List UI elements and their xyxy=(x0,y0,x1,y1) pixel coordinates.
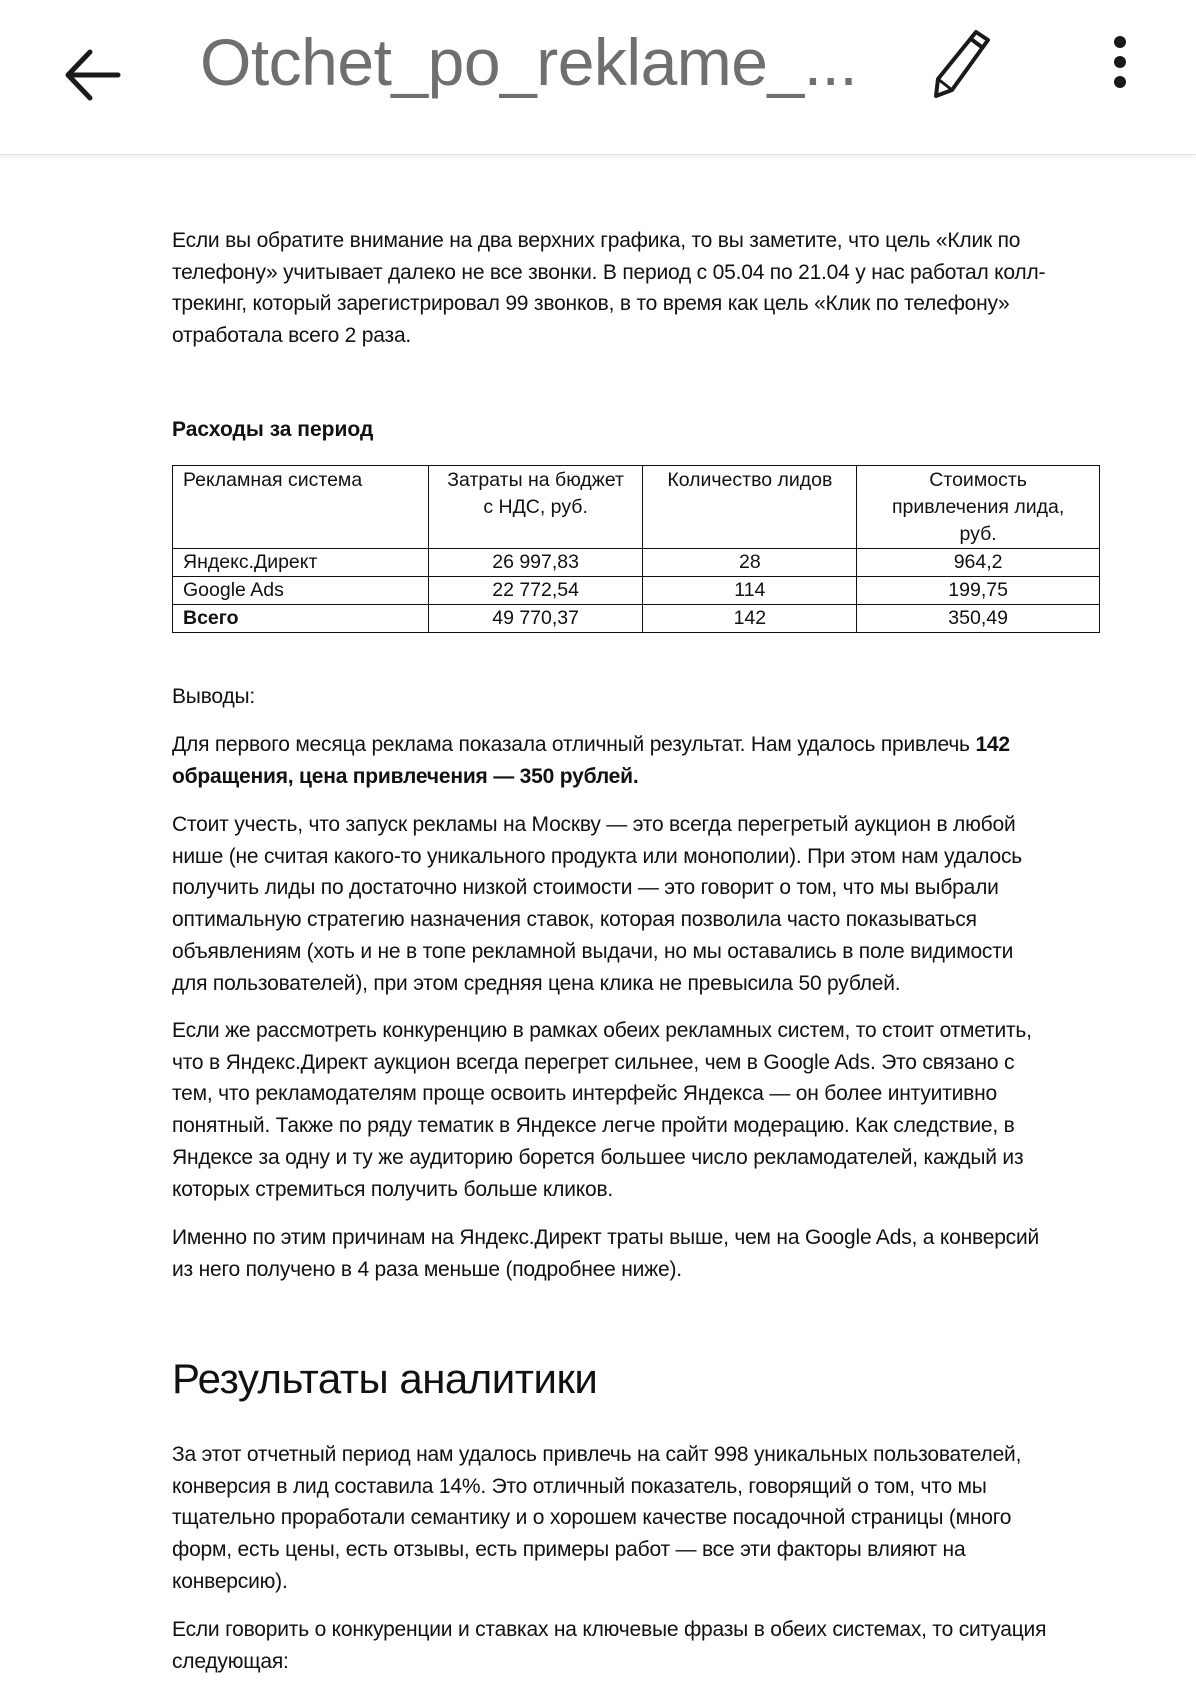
text-line: форм, есть цены, есть отзывы, есть примеры работ — все эти факторы влияют на xyxy=(172,1538,966,1562)
text-line: из него получено в 4 раза меньше (подробнее ниже). xyxy=(172,1257,682,1281)
header-line: Количество лидов xyxy=(667,469,833,491)
text-line: нише (не считая какого-то уникального продукта или монополии). При этом нам удалось xyxy=(172,844,1022,868)
text-line: тем, что рекламодателям проще освоить интерфейс Яндекса — он более интуитивно xyxy=(172,1082,997,1106)
text-line: следующая: xyxy=(172,1649,289,1673)
cell-leads: 28 xyxy=(643,549,857,577)
text-line: Стоит учесть, что запуск рекламы на Москву — это всегда перегретый аукцион в любой xyxy=(172,813,1016,836)
cell-leads: 142 xyxy=(643,605,857,633)
text-line: тщательно проработали семантику и о хорошем качестве посадочной страницы (много xyxy=(172,1506,1012,1530)
conclusion-paragraph-2 xyxy=(172,809,1102,999)
text-line: оптимальную стратегию назначения ставок, которая позволила часто показываться xyxy=(172,908,977,932)
arrow-left-icon xyxy=(62,42,128,108)
edit-button[interactable] xyxy=(924,26,996,98)
table-row xyxy=(173,577,1100,605)
header-line: руб. xyxy=(959,523,997,545)
text-line: получить лиды по достаточно низкой стоимости — это говорит о том, что мы выбрали xyxy=(172,876,999,900)
text-line: объявлениям (хоть и не в топе рекламной выдачи, но мы оставались в поле видимости xyxy=(172,939,1014,963)
header-budget xyxy=(428,466,643,549)
analytics-paragraph xyxy=(172,1439,1102,1598)
table-total-row xyxy=(173,605,1100,633)
cell-system: Google Ads xyxy=(173,577,429,605)
text-line: которых стремиться получить больше кликов. xyxy=(172,1177,614,1201)
text-line: Яндексе за одну и ту же аудиторию борется большее число рекламодателей, каждый из xyxy=(172,1145,1024,1169)
cell-system: Всего xyxy=(173,605,429,633)
more-vertical-icon xyxy=(1104,30,1136,94)
expenses-table xyxy=(172,465,1100,633)
table-header-row xyxy=(173,466,1100,549)
header-line: с НДС, руб. xyxy=(483,496,588,518)
pencil-icon xyxy=(924,26,996,98)
text-line: телефону» учитывает далеко не все звонки. В период с 05.04 по 21.04 у нас работал колл- xyxy=(172,260,1046,284)
back-button[interactable] xyxy=(62,42,128,108)
conclusion-paragraph-4 xyxy=(172,1222,1102,1285)
text-line: Если говорить о конкуренции и ставках на ключевые фразы в обеих системах, то ситуация xyxy=(172,1618,1047,1641)
competition-paragraph xyxy=(172,1614,1102,1677)
cell-budget: 22 772,54 xyxy=(428,577,643,605)
text-line: конверсию). xyxy=(172,1569,288,1593)
document-title: Otchet_po_reklame_... xyxy=(200,25,858,99)
text-bold-line: обращения, цена привлечения — 350 рублей. xyxy=(172,764,639,788)
cell-leads: 114 xyxy=(643,577,857,605)
cell-cost: 350,49 xyxy=(857,605,1100,633)
text-line: отработала всего 2 раза. xyxy=(172,324,412,348)
text-line xyxy=(172,729,1102,761)
analytics-heading: Результаты аналитики xyxy=(172,1355,598,1402)
header-line: Рекламная система xyxy=(183,469,363,491)
cell-cost: 199,75 xyxy=(857,577,1100,605)
text-line: понятный. Также по ряду тематик в Яндексе легче пройти модерацию. Как следствие, в xyxy=(172,1114,1015,1138)
text-line: конверсия в лид составила 14%. Это отличный показатель, говорящий о том, что мы xyxy=(172,1474,987,1498)
text-line: трекинг, который зарегистрировал 99 звонков, в то время как цель «Клик по телефону» xyxy=(172,292,1010,316)
cell-cost: 964,2 xyxy=(857,549,1100,577)
text-line: что в Яндекс.Директ аукцион всегда перегрет сильнее, чем в Google Ads. Это связано с xyxy=(172,1050,1015,1074)
text-line: для пользователей), при этом средняя цена клика не превысила 50 рублей. xyxy=(172,971,901,995)
header-line: Затраты на бюджет xyxy=(447,469,624,491)
more-options-button[interactable] xyxy=(1104,30,1136,94)
header-cost-per-lead xyxy=(857,466,1100,549)
text-plain: Для первого месяца реклама показала отличный результат. Нам удалось привлечь xyxy=(172,733,976,756)
cell-budget: 26 997,83 xyxy=(428,549,643,577)
text-line: Именно по этим причинам на Яндекс.Директ траты выше, чем на Google Ads, а конверсий xyxy=(172,1226,1040,1249)
conclusion-paragraph-3 xyxy=(172,1015,1102,1205)
text-line: Если же рассмотреть конкуренцию в рамках обеих рекламных систем, то стоит отметить, xyxy=(172,1019,1032,1042)
text-bold: 142 xyxy=(975,733,1010,756)
conclusion-paragraph-1 xyxy=(172,729,1102,792)
header-ad-system xyxy=(173,466,429,549)
header-line: привлечения лида, xyxy=(891,496,1065,518)
intro-paragraph xyxy=(172,225,1102,352)
cell-budget: 49 770,37 xyxy=(428,605,643,633)
cell-system: Яндекс.Директ xyxy=(173,549,429,577)
header-leads xyxy=(643,466,857,549)
conclusions-label: Выводы: xyxy=(172,685,256,708)
app-bar xyxy=(0,0,1196,155)
expenses-title: Расходы за период xyxy=(172,418,374,441)
text-line: За этот отчетный период нам удалось привлечь на сайт 998 уникальных пользователей, xyxy=(172,1443,1022,1466)
table-row xyxy=(173,549,1100,577)
header-line: Стоимость xyxy=(929,469,1027,491)
text-line: Если вы обратите внимание на два верхних графика, то вы заметите, что цель «Клик по xyxy=(172,229,1021,252)
